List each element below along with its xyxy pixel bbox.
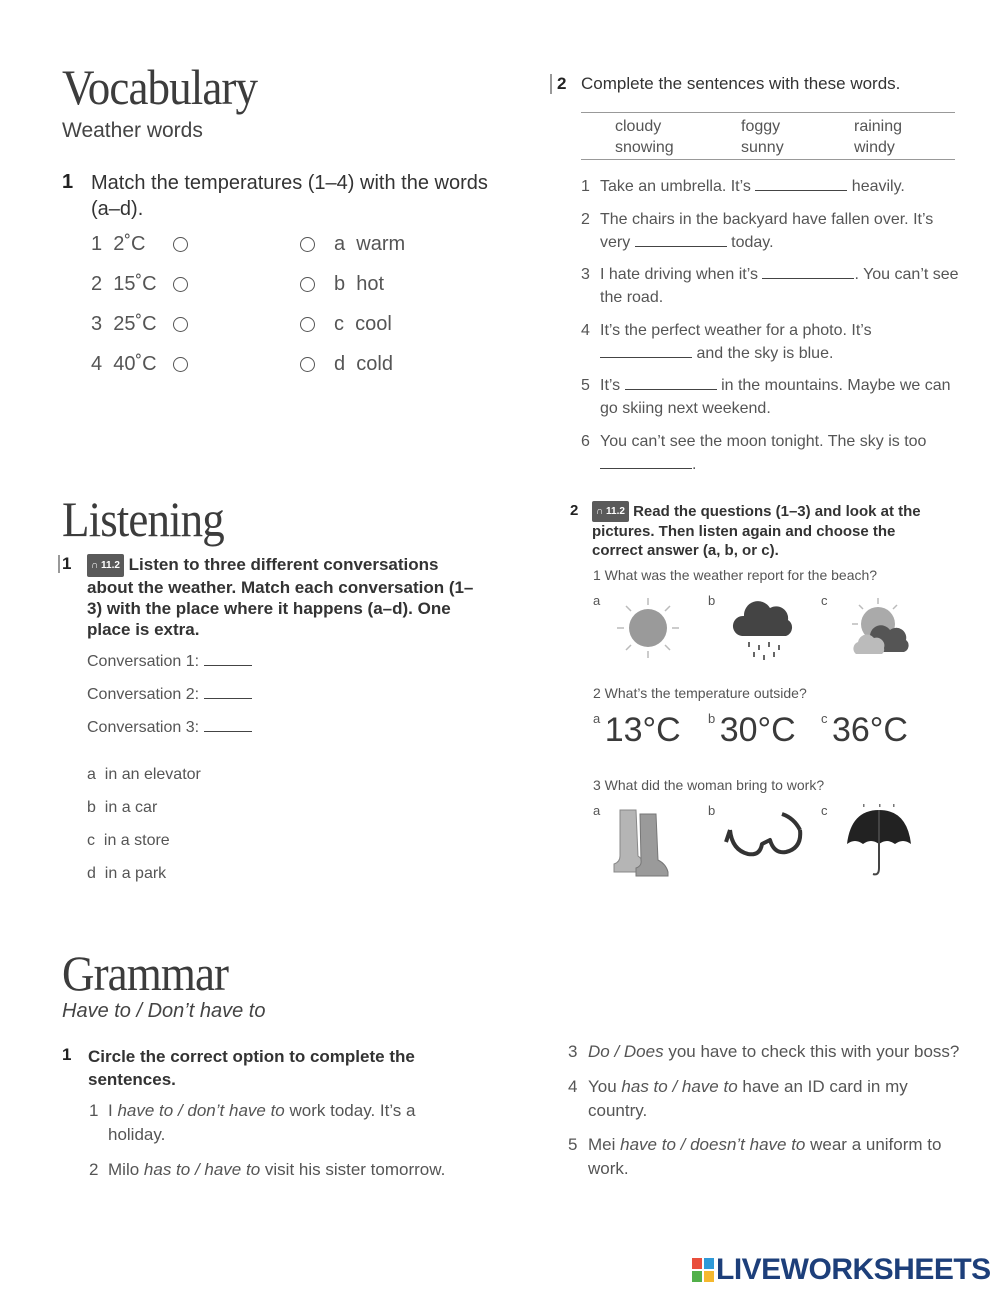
grammar-options[interactable]: have to / don’t have to [117,1101,285,1120]
place-b [87,796,157,819]
option-letter[interactable]: c [821,593,828,608]
vocab-ex1-instruction: Match the temperatures (1–4) with the words (a–d). [91,172,488,220]
temp-row-4 [91,353,157,376]
place-letter: a [87,766,96,783]
sentence-4 [600,319,920,365]
option-letter[interactable]: c [821,803,828,818]
word-row-c [334,313,392,336]
sentence-text: The chairs in the backyard have fallen over. It’s very [600,211,934,251]
sentence-2-blank[interactable] [635,245,727,247]
sentence-text: . You can’t see the road. [600,266,959,306]
word-label: hot [356,273,385,295]
liveworksheets-logo-icon [692,1258,714,1282]
boots-icon[interactable] [610,806,674,878]
umbrella-icon[interactable] [843,804,915,878]
sentence-text: You can’t see the moon tonight. The sky is too [600,433,927,450]
temp-value: 30°C [719,711,796,749]
option-letter: a [593,711,601,726]
sun-behind-cloud-icon[interactable] [844,596,914,662]
word-row-d [334,353,393,376]
word-label: cool [355,313,392,335]
option-letter[interactable]: a [593,803,601,818]
grammar-sentence-2 [108,1158,498,1182]
grammar-sentence-1 [108,1099,468,1147]
temp-3-match-dot[interactable] [173,317,188,332]
sentence-number: 6 [581,433,590,450]
temp-number: 1 [91,233,103,255]
temp-row-3 [91,313,157,336]
place-text: in a store [103,832,170,849]
place-d [87,862,166,885]
sentence-text: have an ID card in my country. [588,1077,908,1120]
conversation-row-2 [87,683,252,706]
grammar-options[interactable]: has to / have to [143,1160,261,1179]
word-box-item: sunny [741,139,784,156]
listening-title: Listening [62,491,224,547]
option-letter[interactable]: b [708,803,716,818]
temp-label: 25˚C [113,313,157,335]
word-a-match-dot[interactable] [300,237,315,252]
temp-option-a[interactable] [593,711,681,750]
grammar-sentence-number: 2 [89,1160,99,1179]
word-letter: a [334,233,346,255]
grammar-sentence-number: 5 [568,1135,578,1154]
conversation-1-blank[interactable] [204,664,252,666]
sentence-text: wear a uniform to work. [588,1135,942,1178]
sentence-text: work today. It’s a holiday. [108,1101,416,1144]
word-box-item: cloudy [615,118,662,135]
grammar-sentence-4 [588,1075,948,1123]
sentence-number: 5 [581,377,590,394]
instruction-text: Read the questions (1–3) and look at the pictures. Then listen again and choose the correct answer (a, b, or c). [592,503,921,559]
vocabulary-subtitle: Weather words [62,119,203,142]
word-letter: b [334,273,346,295]
temp-number: 3 [91,313,103,335]
sentence-number: 2 [581,211,590,228]
sentence-number: 3 [581,266,590,283]
sentence-text: Milo [108,1160,140,1179]
temp-1-match-dot[interactable] [173,237,188,252]
temp-option-c[interactable] [821,711,908,750]
sentence-4-blank[interactable] [600,356,692,358]
margin-mark [58,555,60,573]
sentence-text: Take an umbrella. It’s [600,178,751,195]
word-d-match-dot[interactable] [300,357,315,372]
word-letter: c [334,313,344,335]
word-label: warm [356,233,406,255]
conversation-row-3 [87,716,252,739]
temp-row-1 [91,233,145,256]
sentence-text: today. [731,234,774,251]
word-row-b [334,273,384,296]
temp-label: 40˚C [113,353,157,375]
place-letter: d [87,865,96,882]
sentence-5-blank[interactable] [625,388,717,390]
option-letter: c [821,711,828,726]
word-c-match-dot[interactable] [300,317,315,332]
word-label: cold [356,353,393,375]
sentence-number: 1 [581,178,590,195]
place-text: in an elevator [104,766,201,783]
temp-2-match-dot[interactable] [173,277,188,292]
grammar-options[interactable]: have to / doesn’t have to [620,1135,806,1154]
sentence-text: . [692,456,697,473]
place-letter: c [87,832,95,849]
rain-cloud-icon[interactable] [732,598,796,664]
option-letter[interactable]: b [708,593,716,608]
track-number: 11.2 [606,506,625,517]
vocab-ex1-number: 1 [62,171,74,193]
word-box-item: snowing [615,139,674,156]
listening-q2-text: 2 What’s the temperature outside? [593,685,807,701]
listening-ex2-number: 2 [570,502,579,519]
listening-q1-text: 1 What was the weather report for the beach? [593,567,878,583]
sentence-5 [600,374,960,420]
sentence-1 [600,175,960,198]
sentence-text: You [588,1077,617,1096]
option-letter[interactable]: a [593,593,601,608]
place-a [87,763,201,786]
sentence-3 [600,263,965,309]
word-b-match-dot[interactable] [300,277,315,292]
track-number: 11.2 [101,560,120,571]
place-letter: b [87,799,96,816]
word-box-item: windy [854,139,895,156]
instruction-text: Listen to three different conversations about the weather. Match each conversation (1–3) with the place where it happens (a–d). One place is extra. [87,555,474,639]
word-letter: d [334,353,346,375]
grammar-sentence-number: 3 [568,1042,578,1061]
sentence-text: and the sky is blue. [696,345,834,362]
sentence-text: visit his sister tomorrow. [264,1160,446,1179]
listening-ex1-number: 1 [62,554,72,573]
grammar-subtitle: Have to / Don’t have to [62,1000,266,1022]
sentence-text: Mei [588,1135,616,1154]
option-letter: b [708,711,716,726]
sentence-6-blank[interactable] [600,467,692,469]
sentence-text: I [108,1101,113,1120]
conversation-label: Conversation 2: [87,686,200,703]
temp-value: 36°C [831,711,908,749]
sentence-text: you have to check this with your boss? [668,1042,960,1061]
grammar-ex1-instruction: Circle the correct option to complete the sentences. [88,1047,415,1089]
sentence-text: in the mountains. Maybe we can go skiing next weekend. [600,377,951,417]
grammar-options[interactable]: has to / have to [621,1077,738,1096]
grammar-options[interactable]: Do / Does [588,1042,664,1061]
temp-value: 13°C [604,711,681,749]
temp-number: 4 [91,353,103,375]
grammar-sentence-number: 1 [89,1101,99,1120]
vocab-ex2-instruction: Complete the sentences with these words. [581,74,901,93]
sentence-text: It’s [600,377,621,394]
place-c [87,829,170,852]
word-box [581,112,955,160]
listening-q3-text: 3 What did the woman bring to work? [593,777,825,793]
conversation-2-blank[interactable] [204,697,252,699]
sun-icon[interactable] [612,596,684,660]
conversation-label: Conversation 1: [87,653,200,670]
vocabulary-title: Vocabulary [62,59,258,115]
glasses-icon[interactable] [724,810,808,870]
grammar-title: Grammar [62,945,229,1001]
temp-row-2 [91,273,157,296]
audio-track-badge[interactable]: ∩ 11.2 [87,554,124,577]
liveworksheets-logo-text[interactable]: LIVEWORKSHEETS [716,1253,991,1286]
temp-label: 15˚C [113,273,157,295]
sentence-text: I hate driving when it’s [600,266,759,283]
sentence-text: It’s the perfect weather for a photo. It’s [600,322,872,339]
conversation-label: Conversation 3: [87,719,200,736]
word-row-a [334,233,405,256]
margin-mark [550,74,552,94]
temp-number: 2 [91,273,103,295]
listening-ex2-instruction [592,501,922,560]
sentence-text: heavily. [851,178,905,195]
temp-option-b[interactable] [708,711,796,750]
sentence-6 [600,430,945,476]
sentence-3-blank[interactable] [762,277,854,279]
word-box-item: raining [854,118,903,135]
place-text: in a car [104,799,158,816]
temp-4-match-dot[interactable] [173,357,188,372]
grammar-sentence-3 [588,1040,988,1064]
grammar-sentence-5 [588,1133,968,1181]
vocab-ex2-number: 2 [557,74,567,93]
grammar-sentence-number: 4 [568,1077,578,1096]
conversation-row-1 [87,650,252,673]
temp-label: 2˚C [113,233,146,255]
sentence-number: 4 [581,322,590,339]
listening-ex1-instruction [87,554,487,640]
grammar-ex1-number: 1 [62,1045,72,1064]
sentence-1-blank[interactable] [755,189,847,191]
sentence-2 [600,208,945,254]
place-text: in a park [104,865,167,882]
conversation-3-blank[interactable] [204,730,252,732]
audio-track-badge[interactable]: ∩ 11.2 [592,501,629,522]
word-box-item: foggy [741,118,781,135]
